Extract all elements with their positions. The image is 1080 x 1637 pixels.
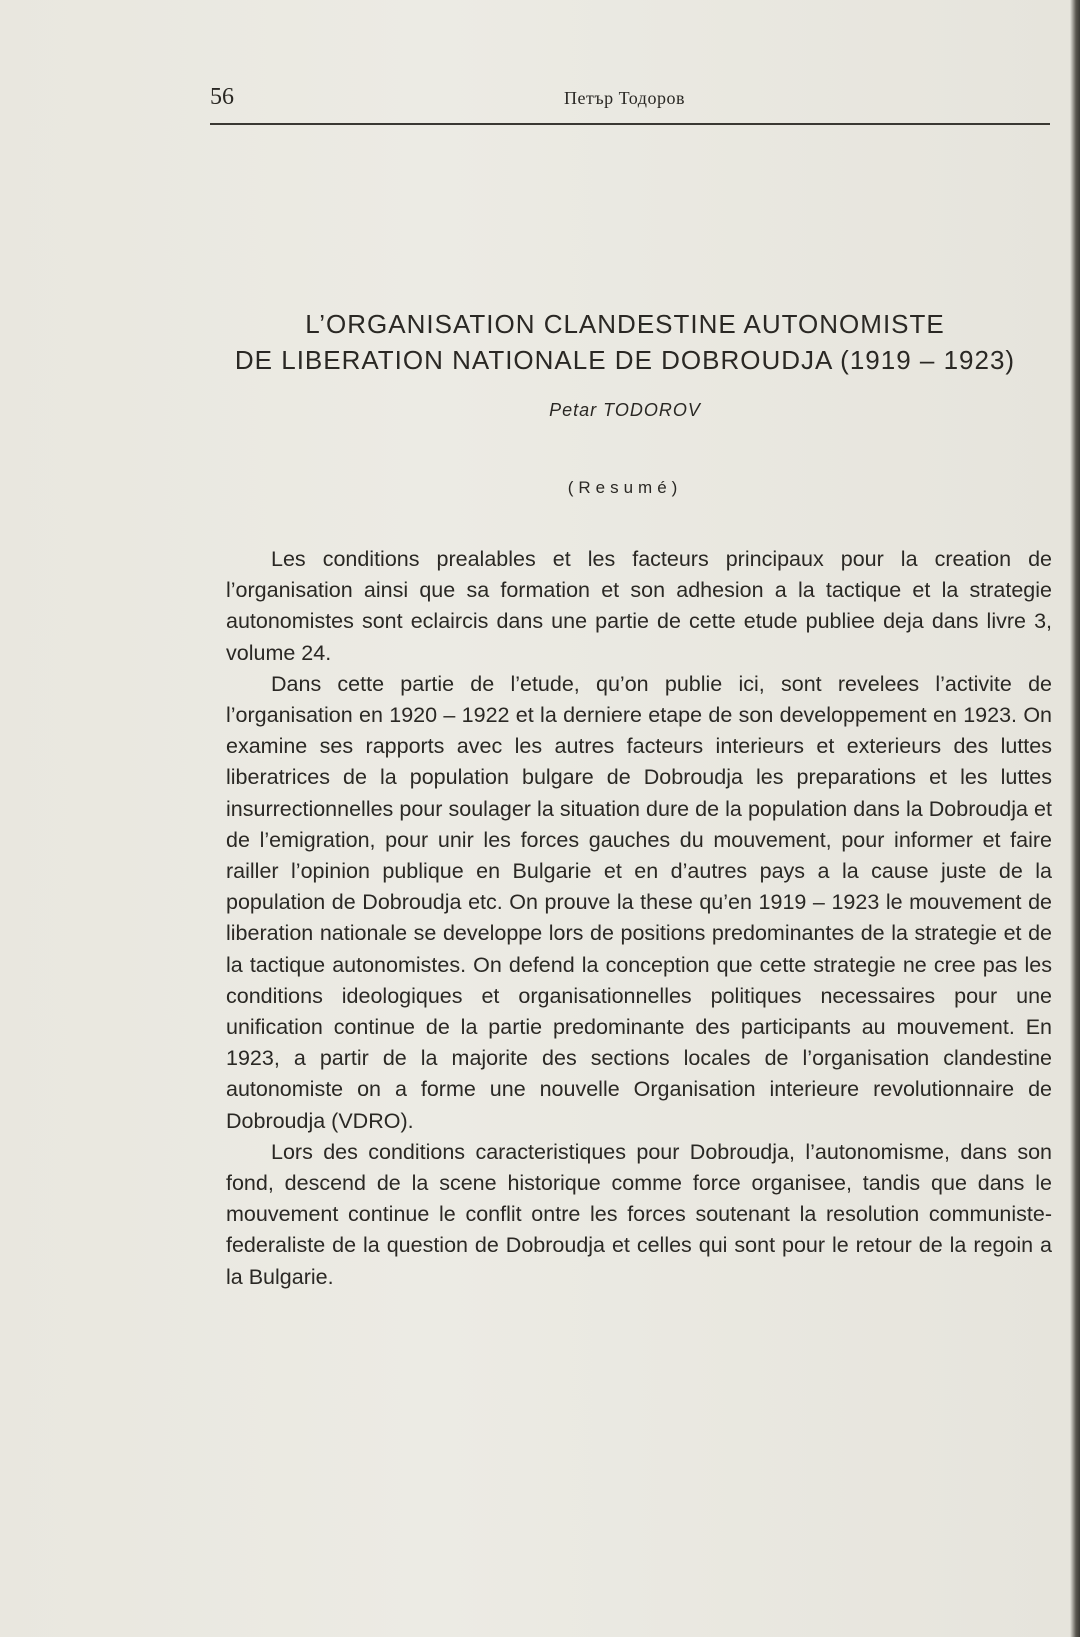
running-title: Петър Тодоров [564,88,685,108]
header-rule [210,123,1050,125]
page-number: 56 [210,84,234,110]
page-edge-shadow [1070,0,1080,1637]
running-head [210,84,1040,118]
body-paragraph: Les conditions prealables et les facteurs principaux pour la creation de l’organisation ainsi que sa formation et son adhesion a la tactique et la strategie autonomistes sont eclaircis dans une partie de cette etude publiee deja dans livre 3, volume 24. [226,547,1052,665]
article-author: Petar TODOROV [549,400,701,420]
body-paragraph: Lors des conditions caracteristiques pour Dobroudja, l’autonomisme, dans son fond, descend de la scene historique comme force organisee, tandis que dans le mouvement continue le conflit ontre les forces soutenant la resolution communiste-federaliste de la question de Dobroudja et celles qui sont pour le retour de la regoin a la Bulgarie. [226,1139,1052,1289]
section-label: (Resumé) [567,478,683,497]
body-paragraph: Dans cette partie de l’etude, qu’on publie ici, sont revelees l’activite de l’organisation en 1920 – 1922 et la derniere etape de son developpement en 1923. On examine ses rapports avec les autres facteurs interieurs et exterieurs des luttes liberatrices de la population bulgare de Dobroudja les preparations et les luttes insurrectionnelles pour soulager la situation dure de la population dans la Dobroudja et de l’emigration, pour unir les forces gauches du mouvement, pour informer et faire railler l’opinion publique en Bulgarie et en d’autres pays a la cause juste de la population de Dobroudja etc. On prouve la these qu’en 1919 – 1923 le mouvement de liberation nationale se developpe lors de positions predominantes de la strategie et de la tactique autonomistes. On defend la conception que cette strategie ne cree pas les conditions ideologiques et organisationnelles politiques necessaires pour une unification continue de la partie predominante des participants au mouvement. En 1923, a partir de la majorite des sections locales de l’organisation clandestine autonomiste on a forme une nouvelle Organisation interieure revolutionnaire de Dobroudja (VDRO). [226,671,1052,1133]
article-title-line-2: DE LIBERATION NATIONALE DE DOBROUDJA (1919 – 1923) [234,345,1016,375]
article-body [226,544,1052,1293]
article-title [200,306,1050,378]
article-title-line-1: L’ORGANISATION CLANDESTINE AUTONOMISTE [305,309,945,339]
